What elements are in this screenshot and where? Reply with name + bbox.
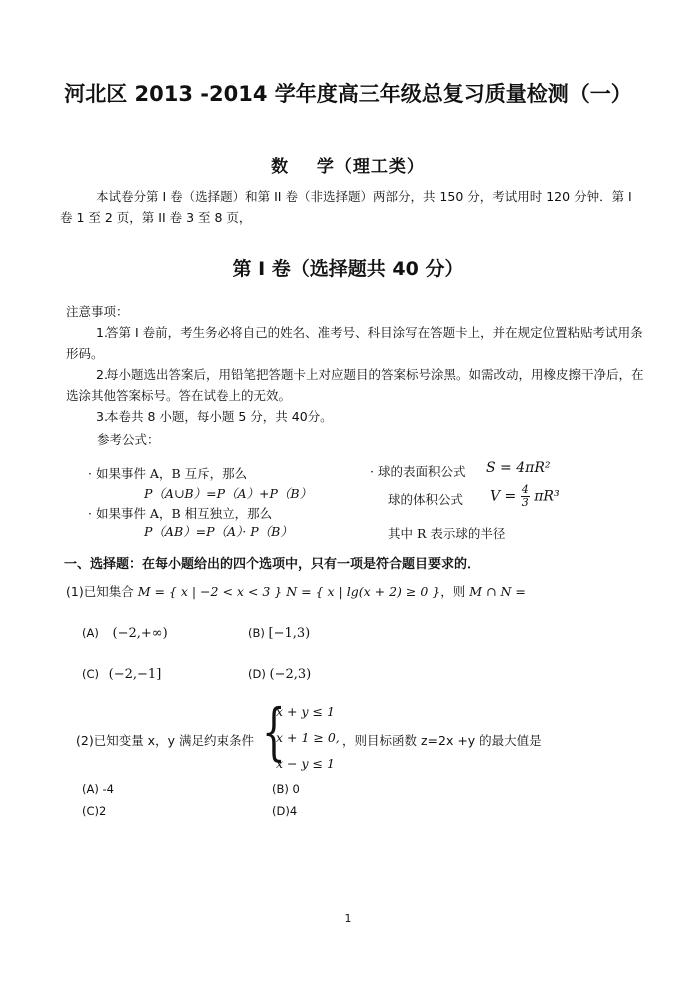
q1-option-d[interactable]: [248, 667, 311, 682]
q2-option-d-label: (D): [272, 804, 290, 818]
q2-option-a-label: (A): [82, 782, 99, 796]
q2-constraint-3: x − y ≤ 1: [276, 756, 335, 771]
q2-option-c[interactable]: [82, 804, 106, 818]
q2-option-c-label: (C): [82, 804, 100, 818]
q2-brace: {: [262, 695, 286, 768]
q1-option-b[interactable]: [248, 626, 310, 641]
section1-heading: 一、选择题：在每小题给出的四个选项中，只有一项是符合题目要求的．: [64, 557, 481, 572]
q2-option-d[interactable]: [272, 804, 297, 818]
q2-constraint-1: x + y ≤ 1: [276, 704, 335, 719]
exam-intro: 本试卷分第 I 卷（选择题）和第 II 卷（非选择题）两部分，共 150 分，考试用时 120 分钟．第 I 卷 1 至 2 页，第 II 卷 3 至 8 页，: [60, 189, 632, 225]
formula-sphere-area: S = 4πR²: [486, 460, 551, 476]
part1-title: 第 I 卷（选择题共 40 分）: [232, 258, 464, 280]
notice-item-1-num: 1.: [96, 325, 108, 340]
q2-option-d-value: 4: [289, 804, 298, 818]
volume-lhs: V =: [490, 488, 517, 505]
q1-option-a[interactable]: [82, 626, 168, 641]
q1-option-b-value: [−1,3): [268, 626, 311, 641]
reference-formulas: [88, 460, 588, 540]
exam-title: 河北区 2013 -2014 学年度高三年级总复习质量检测（一）: [64, 82, 632, 106]
formula-independent-label: · 如果事件 A，B 相互独立，那么: [88, 506, 273, 521]
volume-rhs: πR³: [534, 488, 560, 505]
q1-option-c-value: (−2,−1]: [108, 667, 162, 682]
notice-item-3-text: 本卷共 8 小题，每小题 5 分，共 40分。: [105, 409, 333, 424]
q1-option-b-label: (B): [248, 626, 265, 640]
q1-option-c-label: (C): [82, 667, 100, 681]
formula-sphere-volume: [490, 484, 560, 509]
notice-item-2-text: 每小题选出答案后，用铅笔把答题卡上对应题目的答案标号涂黑。如需改动，用橡皮擦干净后，在选涂其他答案标号。答在试卷上的无效。: [66, 367, 644, 403]
q2-option-c-value: 2: [99, 804, 107, 818]
volume-fraction-num: 4: [521, 483, 529, 496]
notice-heading: 注意事项：: [66, 304, 129, 319]
notice-item-1: [66, 322, 646, 364]
q1-option-d-value: (−2,3): [269, 667, 312, 682]
q1-option-d-label: (D): [248, 667, 266, 681]
q2-option-b-label: (B): [272, 782, 289, 796]
notice-item-2: [66, 364, 646, 406]
page-number: 1: [344, 912, 352, 925]
notice-item-3: [66, 406, 646, 427]
question-2-stem-pre: (2)已知变量 x，y 满足约束条件: [76, 733, 254, 748]
notice-item-2-num: 2.: [96, 367, 108, 382]
volume-fraction: [521, 484, 530, 509]
q1-option-a-label: (A): [82, 626, 99, 640]
q1-ask: M ∩ N =: [469, 584, 526, 599]
q2-option-b[interactable]: [272, 782, 300, 796]
q1-set-n: N = { x | lg(x + 2) ≥ 0 }: [286, 584, 441, 599]
formula-heading: 参考公式：: [97, 432, 160, 447]
q1-option-a-value: (−2,+∞): [112, 626, 168, 641]
formula-exclusive-label: · 如果事件 A，B 互斥，那么: [88, 466, 248, 481]
q2-option-a-value: -4: [102, 782, 114, 796]
notice-item-3-num: 3.: [96, 409, 108, 424]
question-2-stem-post: ，则目标函数 z=2x +y 的最大值是: [342, 733, 542, 748]
formula-sphere-volume-label: 球的体积公式: [388, 492, 464, 507]
q2-constraint-2: x + 1 ≥ 0,: [276, 730, 340, 745]
question-1-stem: [66, 582, 526, 600]
q1-stem-pre: (1)已知集合: [66, 584, 134, 599]
formula-sphere-area-label: · 球的表面积公式: [370, 464, 466, 479]
q2-option-b-value: 0: [292, 782, 300, 796]
formula-radius-note: 其中 R 表示球的半径: [388, 526, 506, 541]
formula-product: P（AB）=P（A）· P（B）: [144, 524, 293, 539]
q1-option-c[interactable]: [82, 667, 161, 682]
q1-stem-post: ，则: [440, 584, 466, 599]
formula-union: P（A∪B）=P（A）+P（B）: [144, 486, 313, 501]
q1-set-m: M = { x | −2 < x < 3 }: [137, 584, 283, 599]
subject-title: 数 学（理工类）: [271, 157, 425, 177]
volume-fraction-den: 3: [521, 496, 529, 509]
notice-item-1-text: 答第 I 卷前，考生务必将自己的姓名、准考号、科目涂写在答题卡上，并在规定位置粘贴考试用条形码。: [66, 325, 643, 361]
q2-option-a[interactable]: [82, 782, 114, 796]
